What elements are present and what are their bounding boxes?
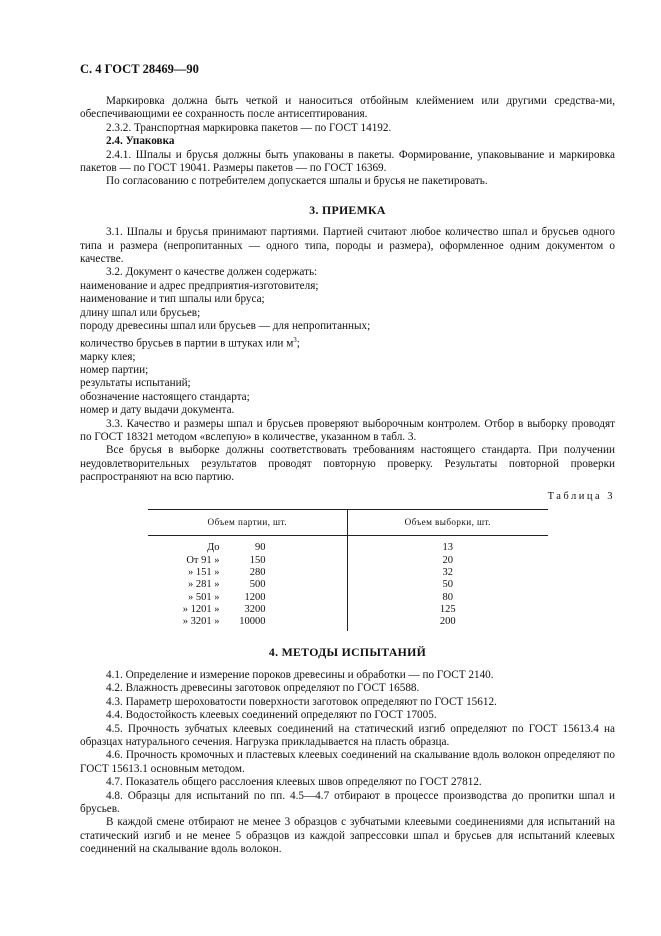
paragraph-4-1: 4.1. Определение и измерение пороков древесины и обработки — по ГОСТ 2140. [106,668,494,681]
sample-size: 125 [439,603,456,615]
document-body [80,95,615,857]
lot-to: 3200 [244,603,266,615]
table-row [148,604,548,616]
table-row [148,536,548,555]
table-row [148,592,548,604]
paragraph-4-5: 4.5. Прочность зубчатых клеевых соединений на статический изгиб определяют по ГОСТ 15613.4 на образцах натурального сечения. Нагрузка прикладывается на пласть образца. [80,722,615,748]
paragraph-marking: Маркировка должна быть четкой и наноситься отбойным клеймением или другими средства-ми, обеспечивающими ее сохранность после антисептирования. [80,95,615,121]
table-row [148,567,548,579]
table-3 [148,509,548,631]
lot-to: 500 [249,579,266,591]
list-item-tail: ; [296,337,300,350]
paragraph-sampling: В каждой смене отбирают не менее 3 образцов с зубчатыми клеевыми соединениями для испытаний на статический изгиб и не менее 5 образцов из каждой запрессовки шпал и брусьев для испытаний клеевых соединений на скалывание вдоль волокон. [80,816,615,856]
lot-to: 10000 [239,616,266,628]
sample-size: 32 [442,567,453,578]
lot-to: 90 [255,542,266,554]
paragraph-4-3: 4.3. Параметр шероховатости поверхности заготовок определяют по ГОСТ 15612. [106,695,497,708]
paragraph-2-3-2: 2.3.2. Транспортная маркировка пакетов — по ГОСТ 14192. [106,121,392,134]
list-item: обозначение настоящего стандарта; [80,390,250,403]
list-item: наименование и тип шпалы или бруса; [80,293,265,306]
paragraph-4-6: 4.6. Прочность кромочных и пластевых клеевых соединений на скалывание вдоль волокон определяют по ГОСТ 15613.1 основным методом. [80,749,615,775]
table-header-lot-size: Объем партии, шт. [148,510,348,536]
list-item-text: количество брусьев в партии в штуках или м [80,337,294,350]
lot-to: 280 [249,567,266,578]
sample-size: 20 [442,554,453,566]
table-row [148,555,548,567]
lot-from: » 1201 » [182,603,220,615]
document-contents-list [80,280,615,418]
paragraph-4-7: 4.7. Показатель общего расслоения клеевых швов определяют по ГОСТ 27812. [106,776,482,789]
table-row [148,579,548,591]
page-header: С. 4 ГОСТ 28469—90 [80,62,199,76]
list-item: номер и дату выдачи документа. [80,404,235,417]
list-item: марку клея; [80,350,136,363]
paragraph-all-bars: Все брусья в выборке должны соответствовать требованиям настоящего стандарта. При получении неудовлетворительных результатов проводят повторную проверку. Результаты повторной проверки распространяют на всю партию. [80,444,615,484]
lot-to: 1200 [244,591,266,603]
list-item: наименование и адрес предприятия-изготовителя; [80,279,319,292]
sample-size: 200 [439,616,456,628]
lot-from: » 3201 » [182,616,220,628]
lot-from: От 91 » [186,554,220,566]
paragraph-3-1: 3.1. Шпалы и брусья принимают партиями. Партией считают любое количество шпал и брусьев одного типа и размера (непропитанных — одного типа, породы и размера), оформленное одним документом о качестве. [80,226,615,266]
paragraph-3-2: 3.2. Документ о качестве должен содержать: [106,266,318,279]
lot-from: До [207,542,220,554]
table-header-sample-size: Объем выборки, шт. [348,510,548,536]
paragraph-3-3: 3.3. Качество и размеры шпал и брусьев проверяют выборочным контролем. Отбор в выборку проводят по ГОСТ 18321 методом «вслепую» в количестве, указанном в табл. 3. [80,417,615,444]
table-3-caption: Таблица 3 [547,490,615,502]
lot-to: 150 [249,554,266,566]
list-item: результаты испытаний; [80,377,191,390]
lot-from: » 151 » [188,567,220,578]
sample-size: 50 [442,579,453,591]
section-4-title: 4. МЕТОДЫ ИСПЫТАНИЙ [268,645,427,660]
sample-size: 80 [442,591,453,603]
heading-2-4: 2.4. Упаковка [106,135,175,148]
list-item: номер партии; [80,364,149,377]
paragraph-4-4: 4.4. Водостойкость клеевых соединений определяют по ГОСТ 17005. [106,709,437,722]
paragraph-4-8: 4.8. Образцы для испытаний по пп. 4.5—4.7 отбирают в процессе производства до пропитки шпал и брусьев. [80,789,615,815]
list-item: породу древесины шпал или брусьев — для непропитанных; [80,320,371,333]
paragraph-2-4-1: 2.4.1. Шпалы и брусья должны быть упакованы в пакеты. Формирование, упаковывание и маркировка пакетов — по ГОСТ 19041. Размеры пакетов — по ГОСТ 16369. [80,148,615,175]
lot-from: » 501 » [188,591,220,603]
paragraph-4-2: 4.2. Влажность древесины заготовок определяют по ГОСТ 16588. [106,682,420,695]
section-3-title: 3. ПРИЕМКА [309,202,386,217]
list-item: длину шпал или брусьев; [80,306,201,319]
paragraph-agreement: По согласованию с потребителем допускается шпалы и брусья не пакетировать. [106,175,488,188]
list-item [80,334,615,351]
table-row [148,616,548,631]
superscript: 3 [293,335,297,344]
sample-size: 13 [442,542,453,554]
lot-from: » 281 » [188,579,220,591]
